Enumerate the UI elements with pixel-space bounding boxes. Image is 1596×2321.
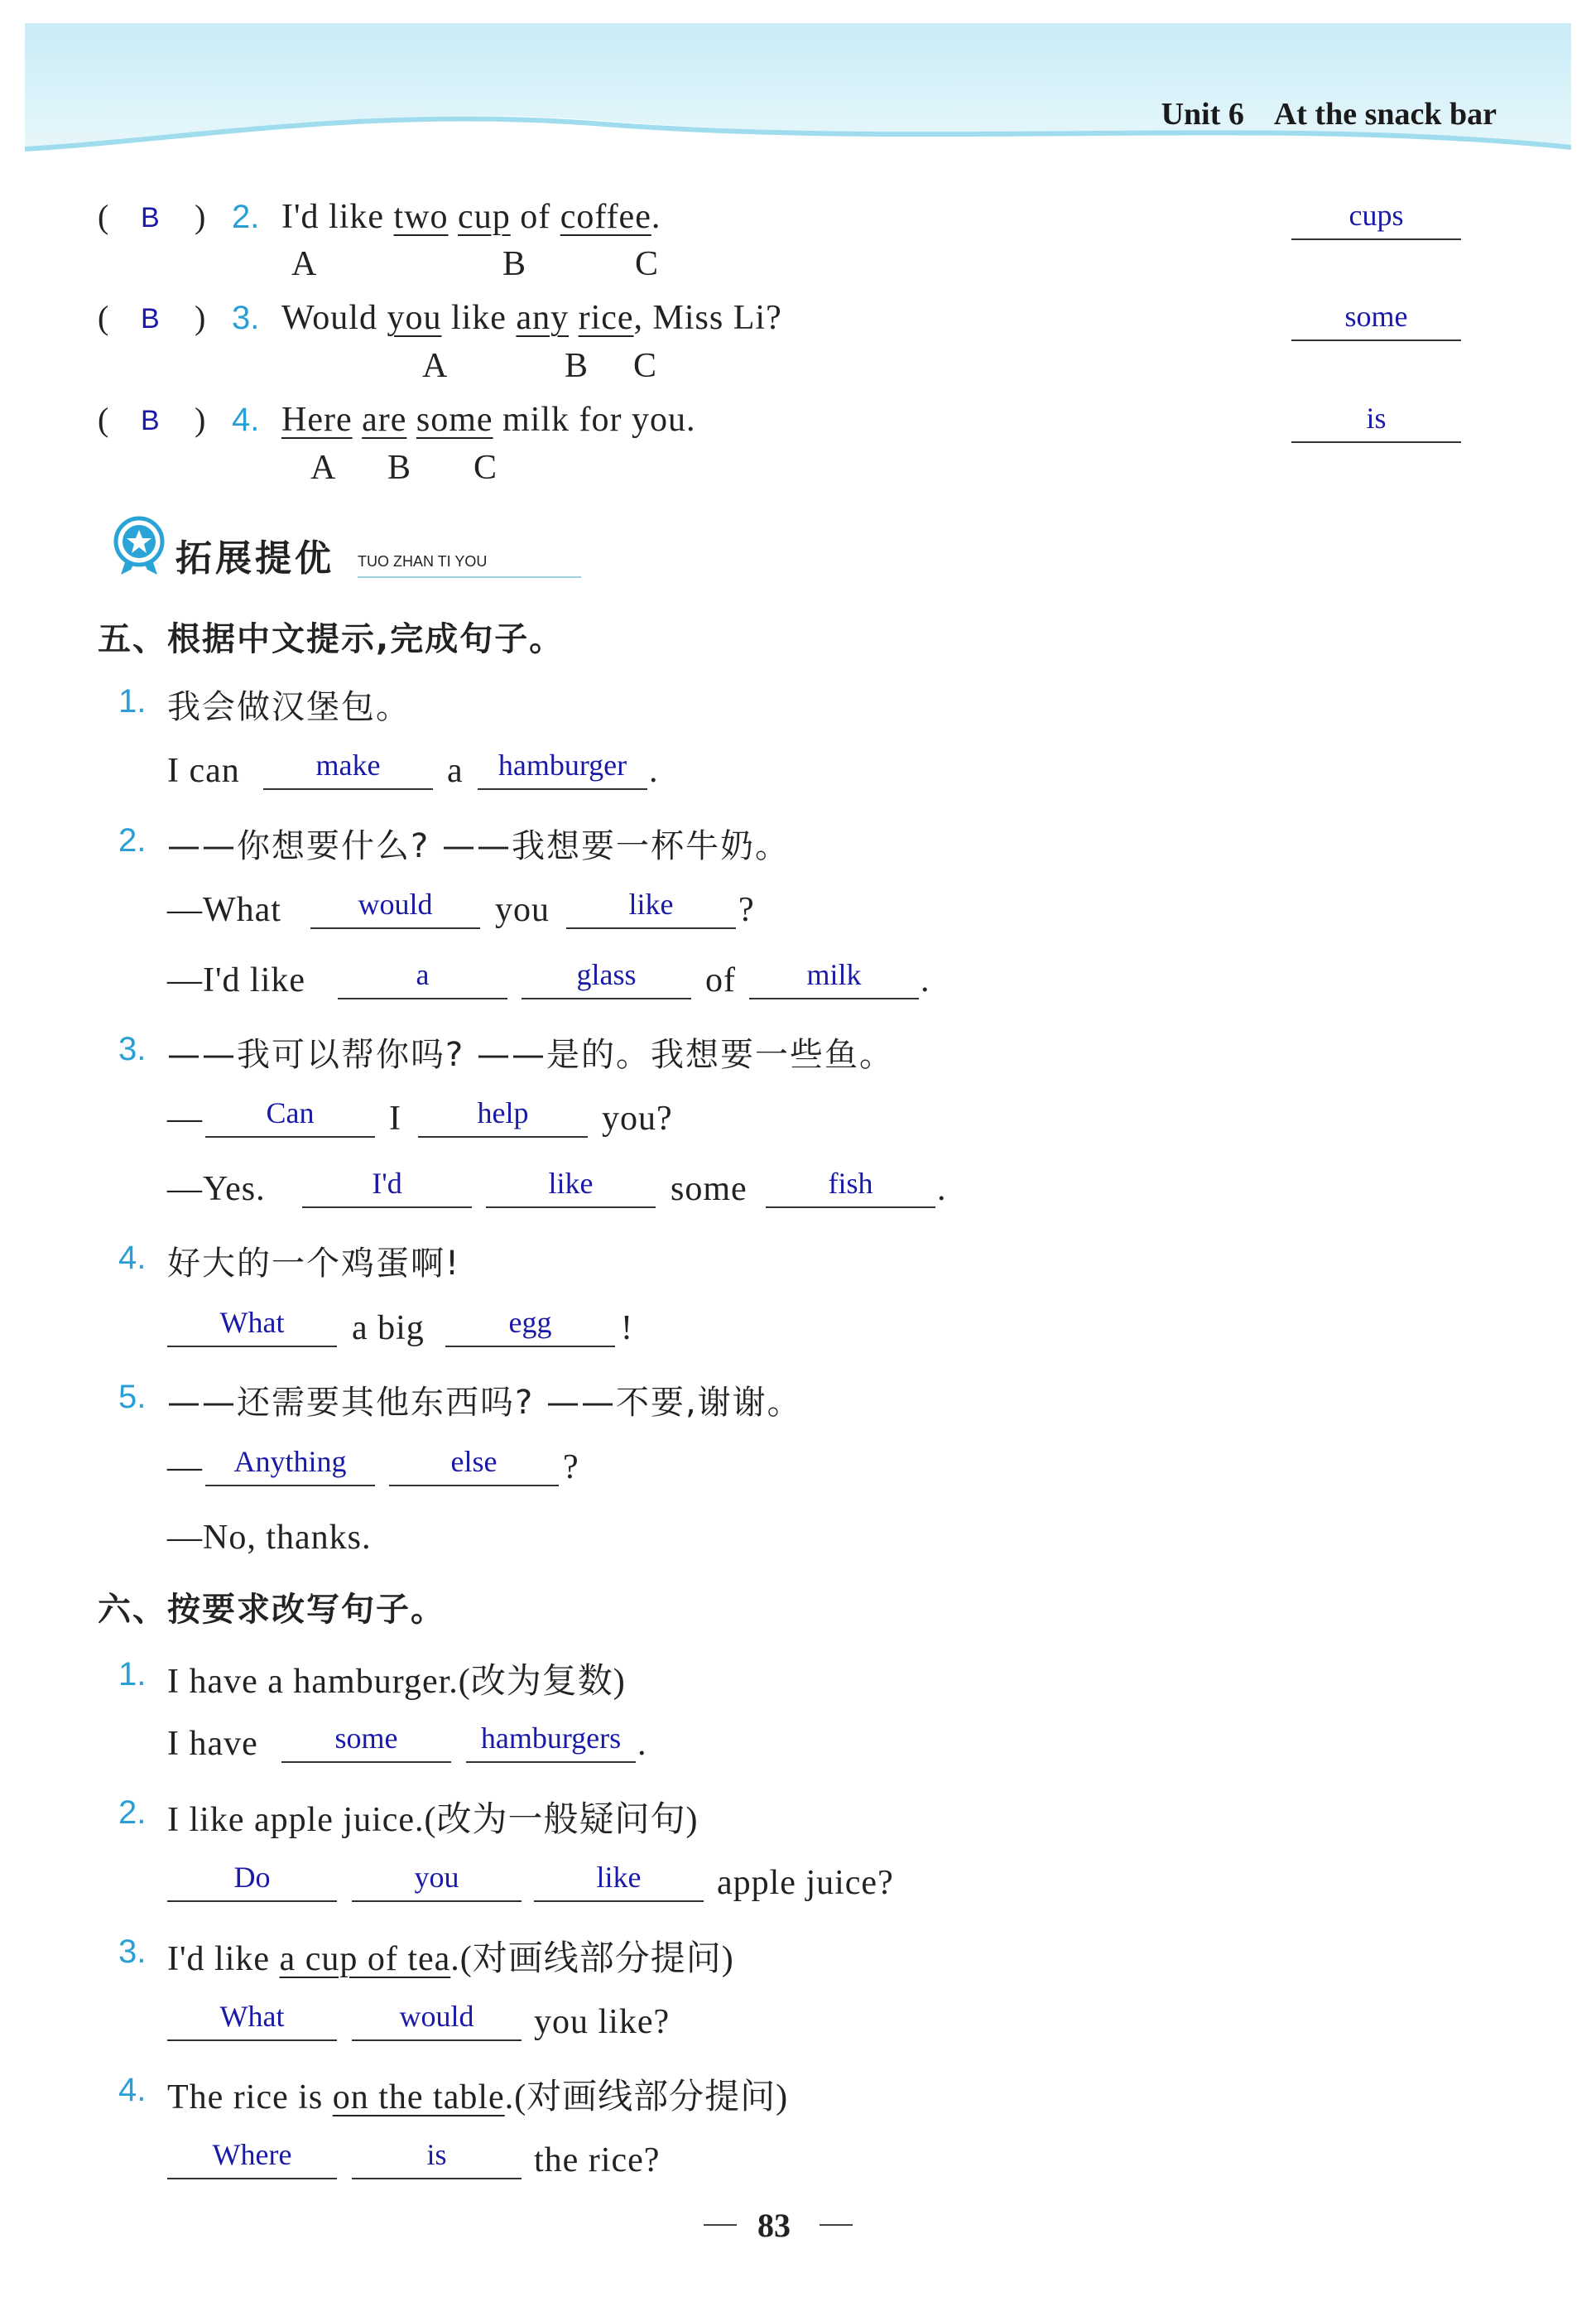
fill-blank[interactable]: else	[389, 1443, 559, 1486]
sentence-text: .	[637, 1725, 647, 1763]
fill-blank[interactable]: like	[566, 886, 736, 929]
item-number: 1.	[118, 683, 147, 720]
item-number: 4.	[118, 1240, 147, 1276]
sentence-text: !	[621, 1309, 633, 1347]
item-number: 3.	[118, 1933, 147, 1970]
fill-blank[interactable]: help	[418, 1095, 588, 1138]
fill-blank[interactable]: is	[352, 2136, 522, 2179]
fill-blank[interactable]: Where	[167, 2136, 337, 2179]
fill-blank[interactable]: What	[167, 1304, 337, 1347]
banner-underline	[358, 576, 581, 578]
answer-letter: B	[141, 202, 160, 234]
sentence-text: a	[447, 752, 464, 790]
sentence-text: —What	[167, 891, 281, 929]
option-letter-a: A	[310, 449, 337, 487]
sentence-text: the rice?	[534, 2141, 661, 2179]
question-text: I like apple juice.(改为一般疑问句)	[167, 1801, 699, 1839]
sentence-text: —	[167, 1100, 203, 1138]
correction-blank[interactable]: is	[1291, 400, 1461, 443]
sentence-text: some	[671, 1170, 748, 1208]
banner-title: 拓展提优	[175, 537, 334, 580]
answer-paren: (	[98, 401, 109, 438]
fill-blank[interactable]: you	[352, 1859, 522, 1902]
fill-blank[interactable]: Do	[167, 1859, 337, 1902]
fill-blank[interactable]: milk	[749, 956, 919, 999]
answer-paren: (	[98, 299, 109, 336]
answer-letter: B	[141, 303, 160, 335]
option-letter-c: C	[474, 449, 498, 487]
sentence-text: ?	[563, 1448, 579, 1486]
item-number: 4.	[118, 2072, 147, 2108]
question-text: I'd like a cup of tea.(对画线部分提问)	[167, 1940, 734, 1978]
sentence-text: I have	[167, 1725, 258, 1763]
cn-prompt: ——还需要其他东西吗? ——不要,谢谢。	[167, 1384, 802, 1422]
fill-blank[interactable]: What	[167, 1998, 337, 2041]
answer-paren-close: )	[195, 401, 206, 438]
sentence-text: —	[167, 1448, 203, 1486]
fill-blank[interactable]: like	[534, 1859, 704, 1902]
sentence-text: I	[389, 1100, 401, 1138]
fill-blank[interactable]: a	[338, 956, 507, 999]
section5-heading: 五、根据中文提示,完成句子。	[98, 620, 565, 658]
fill-blank[interactable]: glass	[522, 956, 691, 999]
fill-blank[interactable]: like	[486, 1165, 656, 1208]
sentence-text: ?	[738, 891, 755, 929]
cn-prompt: 好大的一个鸡蛋啊!	[167, 1245, 461, 1283]
sentence-text: I can	[167, 752, 240, 790]
cn-prompt: ——我可以帮你吗? ——是的。我想要一些鱼。	[167, 1036, 894, 1074]
sentence: Would you like any rice, Miss Li?	[281, 299, 782, 337]
fill-blank[interactable]: egg	[445, 1304, 615, 1347]
option-letter-b: B	[565, 347, 589, 385]
fill-blank[interactable]: would	[352, 1998, 522, 2041]
unit-title: Unit 6 At the snack bar	[1161, 97, 1497, 132]
option-letter-c: C	[635, 245, 660, 283]
cn-prompt: ——你想要什么? ——我想要一杯牛奶。	[167, 827, 790, 865]
fill-blank[interactable]: hamburgers	[466, 1720, 636, 1763]
sentence-text: .	[649, 752, 659, 790]
sentence-text: of	[705, 961, 736, 999]
fill-blank[interactable]: Can	[205, 1095, 375, 1138]
item-number: 2.	[118, 822, 147, 859]
option-letter-c: C	[633, 347, 658, 385]
answer-paren-close: )	[195, 299, 206, 336]
fill-blank[interactable]: would	[310, 886, 480, 929]
sentence-text: .	[921, 961, 930, 999]
item-number: 1.	[118, 1656, 147, 1693]
item-number: 4.	[232, 402, 260, 438]
answer-paren-close: )	[195, 198, 206, 235]
sentence-text: —No, thanks.	[167, 1519, 372, 1557]
sentence-text: —Yes.	[167, 1170, 266, 1208]
section6-heading: 六、按要求改写句子。	[98, 1591, 445, 1629]
fill-blank[interactable]: hamburger	[478, 747, 647, 790]
fill-blank[interactable]: some	[281, 1720, 451, 1763]
option-letter-b: B	[502, 245, 527, 283]
sentence-text: you like?	[534, 2003, 671, 2041]
question-text: The rice is on the table.(对画线部分提问)	[167, 2078, 789, 2116]
page-header	[25, 23, 1571, 164]
item-number: 2.	[118, 1794, 147, 1831]
sentence: Here are some milk for you.	[281, 401, 696, 439]
sentence-text: a big	[352, 1309, 425, 1347]
question-text: I have a hamburger.(改为复数)	[167, 1663, 626, 1701]
sentence: I'd like two cup of coffee.	[281, 198, 661, 236]
fill-blank[interactable]: I'd	[302, 1165, 472, 1208]
correction-blank[interactable]: cups	[1291, 197, 1461, 240]
star-medal-icon	[106, 512, 172, 578]
option-letter-a: A	[422, 347, 449, 385]
cn-prompt: 我会做汉堡包。	[167, 688, 411, 726]
sentence-text: you?	[602, 1100, 673, 1138]
item-number: 3.	[232, 300, 260, 336]
option-letter-b: B	[387, 449, 412, 487]
fill-blank[interactable]: fish	[766, 1165, 935, 1208]
sentence-text: .	[937, 1170, 947, 1208]
header-wave-background	[25, 23, 1571, 164]
answer-paren: (	[98, 198, 109, 235]
page-number-dash-left	[704, 2224, 737, 2226]
sentence-text: —I'd like	[167, 961, 306, 999]
correction-blank[interactable]: some	[1291, 298, 1461, 341]
answer-letter: B	[141, 405, 160, 436]
banner-pinyin: TUO ZHAN TI YOU	[358, 553, 488, 570]
sentence-text: you	[495, 891, 550, 929]
item-number: 3.	[118, 1031, 147, 1067]
page-number: 83	[757, 2207, 791, 2244]
page-number-dash-right	[820, 2224, 853, 2226]
option-letter-a: A	[291, 245, 318, 283]
fill-blank[interactable]: make	[263, 747, 433, 790]
item-number: 5.	[118, 1379, 147, 1415]
fill-blank[interactable]: Anything	[205, 1443, 375, 1486]
sentence-text: apple juice?	[717, 1864, 894, 1902]
item-number: 2.	[232, 199, 260, 235]
